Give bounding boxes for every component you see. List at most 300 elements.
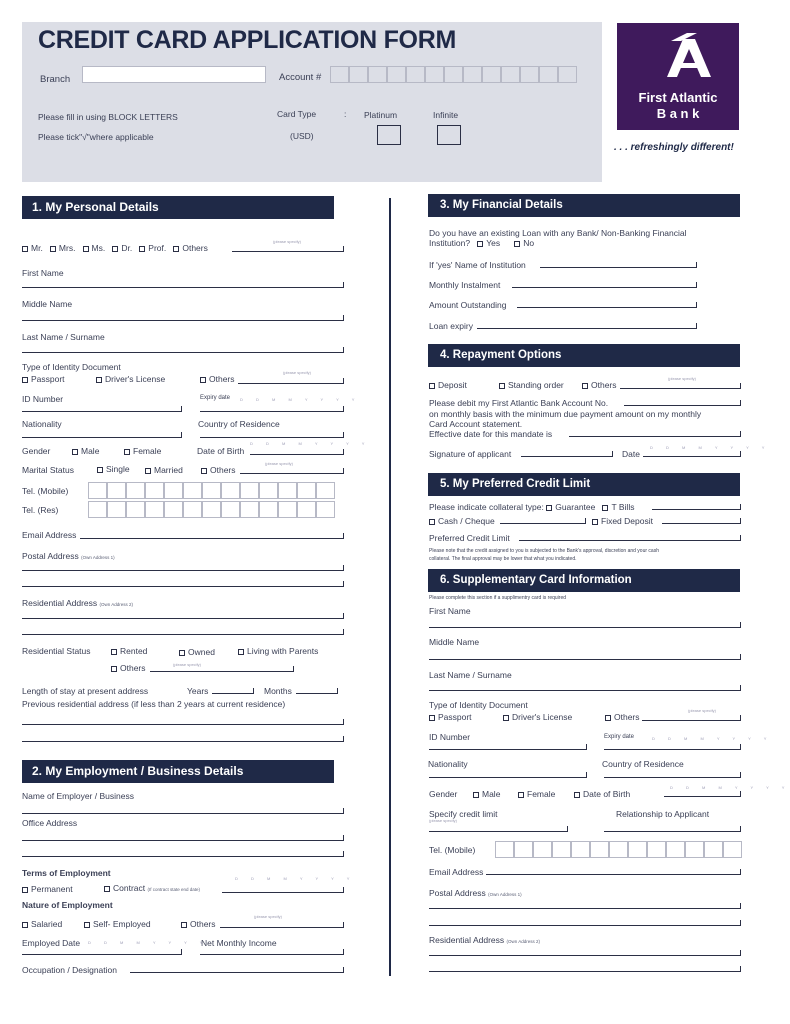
nature-others-option[interactable]: Others — [181, 919, 216, 929]
male-option[interactable]: Male — [72, 446, 99, 456]
rented-option[interactable]: Rented — [111, 646, 147, 656]
supp-email-label: Email Address — [429, 867, 484, 877]
contract-option[interactable]: Contract (If contract state end date) — [104, 883, 200, 893]
office-line-2[interactable] — [22, 856, 344, 857]
residential-line-1[interactable] — [22, 618, 344, 619]
line-end-tick — [343, 629, 344, 635]
supp-drivers-option[interactable]: Driver's License — [503, 712, 572, 722]
supp-id-number-line[interactable] — [429, 749, 587, 750]
single-checkbox[interactable] — [97, 467, 103, 473]
supp-tel-label: Tel. (Mobile) — [429, 845, 476, 855]
postal-line-2[interactable] — [22, 586, 344, 587]
form-title: CREDIT CARD APPLICATION FORM — [38, 26, 456, 54]
supp-dob-line[interactable] — [664, 796, 741, 797]
monthly-line[interactable] — [512, 287, 697, 288]
digit-box[interactable] — [88, 482, 107, 499]
supp-id-others-checkbox[interactable] — [605, 715, 611, 721]
expiry-line[interactable] — [200, 411, 344, 412]
marital-others-option[interactable]: Others — [201, 465, 236, 475]
supp-residential-hint: (Own Address 2) — [506, 939, 541, 944]
line-end-tick — [181, 406, 182, 412]
digit-box[interactable] — [126, 501, 145, 518]
married-option[interactable]: Married — [145, 465, 183, 475]
living-checkbox[interactable] — [238, 649, 244, 655]
female-option[interactable]: Female — [124, 446, 161, 456]
section-3-header: 3. My Financial Details — [428, 194, 740, 217]
title-others-line[interactable] — [232, 251, 344, 252]
cash-checkbox[interactable] — [429, 519, 435, 525]
residential-label: Residential Address (Own Address 2) — [22, 598, 134, 608]
line-end-tick — [253, 688, 254, 694]
contract-end-format: D D M M Y Y Y Y — [235, 876, 356, 881]
nature-others-hint: (please specify) — [254, 914, 283, 919]
line-end-tick — [343, 282, 344, 288]
line-end-tick — [343, 808, 344, 814]
others-checkbox[interactable] — [173, 246, 179, 252]
line-end-tick — [740, 950, 741, 956]
cash-line[interactable] — [500, 523, 586, 524]
nature-label: Nature of Employment — [22, 900, 113, 910]
months-line[interactable] — [296, 693, 338, 694]
line-end-tick — [740, 518, 741, 524]
line-end-tick — [343, 922, 344, 928]
date-label: Date — [622, 449, 640, 459]
guarantee-checkbox[interactable] — [546, 505, 552, 511]
email-label: Email Address — [22, 530, 77, 540]
debit-line-1: Please debit my First Atlantic Bank Account No. — [429, 398, 609, 408]
supp-postal-line-2[interactable] — [429, 925, 741, 926]
mrs-checkbox[interactable] — [50, 246, 56, 252]
employed-date-format: D D M M Y Y Y Y — [88, 940, 209, 945]
female-checkbox[interactable] — [124, 449, 130, 455]
res-others-line[interactable] — [150, 671, 294, 672]
employed-date-line[interactable] — [22, 954, 182, 955]
nationality-line[interactable] — [22, 437, 182, 438]
salaried-option[interactable]: Salaried — [22, 919, 62, 929]
gender-label: Gender — [22, 446, 51, 456]
dob-line[interactable] — [250, 454, 344, 455]
line-end-tick — [343, 533, 344, 539]
section-6-header: 6. Supplementary Card Information — [428, 569, 740, 592]
standing-option[interactable]: Standing order — [499, 380, 564, 390]
repay-others-hint: (please specify) — [668, 376, 697, 381]
digit-box[interactable] — [164, 482, 183, 499]
outstanding-label: Amount Outstanding — [429, 300, 507, 310]
res-others-option[interactable]: Others — [111, 663, 146, 673]
digit-box[interactable] — [202, 482, 221, 499]
branch-label: Branch — [40, 74, 71, 85]
digit-box[interactable] — [723, 841, 742, 858]
preferred-limit-label: Preferred Credit Limit — [429, 533, 510, 543]
digit-box[interactable] — [107, 501, 126, 518]
line-end-tick — [740, 383, 741, 389]
digit-box[interactable] — [316, 482, 335, 499]
line-end-tick — [567, 826, 568, 832]
owned-option[interactable]: Owned — [179, 647, 215, 657]
title-others-hint: (please specify) — [273, 239, 302, 244]
line-end-tick — [740, 966, 741, 972]
digit-box[interactable] — [278, 482, 297, 499]
line-end-tick — [343, 949, 344, 955]
middle-name-line[interactable] — [22, 320, 344, 321]
line-end-tick — [343, 406, 344, 412]
dr-checkbox[interactable] — [112, 246, 118, 252]
supp-residential-line-1[interactable] — [429, 955, 741, 956]
digit-box[interactable] — [183, 482, 202, 499]
id-others-checkbox[interactable] — [200, 377, 206, 383]
digit-box[interactable] — [463, 66, 482, 83]
ms-checkbox[interactable] — [83, 246, 89, 252]
male-checkbox[interactable] — [72, 449, 78, 455]
signature-line[interactable] — [521, 456, 613, 457]
digit-box[interactable] — [571, 841, 590, 858]
line-end-tick — [740, 772, 741, 778]
digit-box[interactable] — [406, 66, 425, 83]
digit-box[interactable] — [558, 66, 577, 83]
tbills-checkbox[interactable] — [602, 505, 608, 511]
office-line-1[interactable] — [22, 840, 344, 841]
date-line[interactable] — [643, 456, 741, 457]
digit-box[interactable] — [539, 66, 558, 83]
usd-label: (USD) — [290, 131, 314, 141]
id-others-line[interactable] — [238, 383, 344, 384]
nationality-label: Nationality — [22, 419, 62, 429]
fixed-deposit-line[interactable] — [662, 523, 741, 524]
supp-nationality-line[interactable] — [429, 777, 587, 778]
digit-box[interactable] — [552, 841, 571, 858]
supp-drivers-checkbox[interactable] — [503, 715, 509, 721]
line-end-tick — [696, 323, 697, 329]
account-number-boxes[interactable] — [330, 66, 577, 83]
res-status-label: Residential Status — [22, 646, 91, 656]
residential-hint: (Own Address 2) — [99, 602, 134, 607]
self-employed-option[interactable]: Self- Employed — [84, 919, 151, 929]
supp-id-others-line[interactable] — [642, 720, 741, 721]
last-name-line[interactable] — [22, 352, 344, 353]
digit-box[interactable] — [259, 501, 278, 518]
fixed-deposit-option[interactable]: Fixed Deposit — [592, 516, 653, 526]
digit-box[interactable] — [482, 66, 501, 83]
line-end-tick — [696, 262, 697, 268]
line-end-tick — [343, 565, 344, 571]
tel-mobile-label: Tel. (Mobile) — [22, 486, 69, 496]
digit-box[interactable] — [278, 501, 297, 518]
supp-credit-limit-label: Specify credit limit — [429, 809, 498, 819]
platinum-label: Platinum — [364, 110, 398, 120]
debit-line-2: on monthly basis with the minimum due payment amount on my monthly — [429, 409, 702, 419]
section-2-header: 2. My Employment / Business Details — [22, 760, 334, 783]
loan-expiry-label: Loan expiry — [429, 321, 473, 331]
res-others-checkbox[interactable] — [111, 666, 117, 672]
supp-middle-name-label: Middle Name — [429, 637, 480, 647]
supp-email-line[interactable] — [486, 874, 741, 875]
employer-label: Name of Employer / Business — [22, 791, 134, 801]
drivers-option[interactable]: Driver's License — [96, 374, 165, 384]
digit-box[interactable] — [183, 501, 202, 518]
contract-end-line[interactable] — [222, 892, 344, 893]
digit-box[interactable] — [259, 482, 278, 499]
supp-tel-boxes[interactable] — [495, 841, 742, 858]
digit-box[interactable] — [368, 66, 387, 83]
supp-middle-name-line[interactable] — [429, 659, 741, 660]
digit-box[interactable] — [145, 501, 164, 518]
supp-id-type-label: Type of Identity Document — [429, 700, 528, 710]
line-end-tick — [586, 744, 587, 750]
first-name-line[interactable] — [22, 287, 344, 288]
deposit-checkbox[interactable] — [429, 383, 435, 389]
middle-name-label: Middle Name — [22, 299, 73, 309]
postal-hint: (Own Address 1) — [81, 555, 115, 560]
tel-res-boxes[interactable] — [88, 501, 335, 518]
supp-nationality-label: Nationality — [428, 759, 468, 769]
digit-box[interactable] — [145, 482, 164, 499]
postal-line-1[interactable] — [22, 570, 344, 571]
line-end-tick — [343, 851, 344, 857]
line-end-tick — [740, 744, 741, 750]
digit-box[interactable] — [590, 841, 609, 858]
digit-box[interactable] — [533, 841, 552, 858]
years-label: Years — [187, 686, 209, 696]
digit-box[interactable] — [316, 501, 335, 518]
digit-box[interactable] — [202, 501, 221, 518]
digit-box[interactable] — [387, 66, 406, 83]
country-line[interactable] — [200, 437, 344, 438]
loan-no-checkbox[interactable] — [514, 241, 520, 247]
living-option[interactable]: Living with Parents — [238, 646, 318, 656]
line-end-tick — [343, 347, 344, 353]
supp-expiry-format: D D M M Y Y Y Y — [652, 736, 773, 741]
supp-dob-checkbox[interactable] — [574, 792, 580, 798]
bank-logo — [617, 23, 739, 130]
supp-id-others-option[interactable]: Others — [605, 712, 640, 722]
supp-gender-label: Gender — [429, 789, 458, 799]
line-end-tick — [740, 451, 741, 457]
digit-box[interactable] — [647, 841, 666, 858]
supp-female-option[interactable]: Female — [518, 789, 555, 799]
repay-others-option[interactable]: Others — [582, 380, 617, 390]
signature-label: Signature of applicant — [429, 449, 512, 459]
net-income-label: Net Monthly Income — [201, 938, 277, 948]
rented-checkbox[interactable] — [111, 649, 117, 655]
supp-male-option[interactable]: Male — [473, 789, 500, 799]
supp-credit-limit-line[interactable] — [429, 831, 568, 832]
instruction-tick: Please tick"√"where applicable — [38, 132, 154, 142]
supp-postal-line-1[interactable] — [429, 908, 741, 909]
preferred-limit-line[interactable] — [519, 540, 741, 541]
line-end-tick — [337, 688, 338, 694]
salaried-checkbox[interactable] — [22, 922, 28, 928]
previous-line-1[interactable] — [22, 724, 344, 725]
supp-expiry-line[interactable] — [604, 749, 741, 750]
postal-label: Postal Address (Own Address 1) — [22, 551, 115, 561]
line-end-tick — [343, 468, 344, 474]
supp-last-name-line[interactable] — [429, 690, 741, 691]
previous-line-2[interactable] — [22, 741, 344, 742]
email-line[interactable] — [80, 538, 344, 539]
digit-box[interactable] — [240, 482, 259, 499]
digit-box[interactable] — [628, 841, 647, 858]
line-end-tick — [740, 622, 741, 628]
loan-expiry-line[interactable] — [477, 328, 697, 329]
passport-option[interactable]: Passport — [22, 374, 65, 384]
country-label: Country of Residence — [198, 419, 280, 429]
dob-label: Date of Birth — [197, 446, 245, 456]
digit-box[interactable] — [685, 841, 704, 858]
office-label: Office Address — [22, 818, 78, 828]
supp-residential-line-2[interactable] — [429, 971, 741, 972]
marital-others-checkbox[interactable] — [201, 468, 207, 474]
digit-box[interactable] — [221, 501, 240, 518]
monthly-label: Monthly Instalment — [429, 280, 501, 290]
digit-box[interactable] — [609, 841, 628, 858]
institution-label: If 'yes' Name of Institution — [429, 260, 526, 270]
passport-checkbox[interactable] — [22, 377, 28, 383]
infinite-checkbox[interactable] — [437, 125, 461, 145]
digit-box[interactable] — [666, 841, 685, 858]
line-end-tick — [740, 654, 741, 660]
supp-first-name-line[interactable] — [429, 627, 741, 628]
tel-res-label: Tel. (Res) — [22, 505, 59, 515]
id-type-label: Type of Identity Document — [22, 362, 121, 372]
digit-box[interactable] — [520, 66, 539, 83]
line-end-tick — [181, 949, 182, 955]
bank-name-line2: B a n k — [656, 106, 700, 121]
section-4-header: 4. Repayment Options — [428, 344, 740, 367]
supp-dob-option[interactable]: Date of Birth — [574, 789, 630, 799]
line-end-tick — [612, 451, 613, 457]
permanent-option[interactable]: Permanent — [22, 884, 73, 894]
digit-box[interactable] — [297, 482, 316, 499]
line-end-tick — [343, 736, 344, 742]
collateral-label: Please indicate collateral type: Guarantee T Bills — [429, 502, 635, 512]
outstanding-line[interactable] — [517, 307, 697, 308]
digit-box[interactable] — [495, 841, 514, 858]
employer-line[interactable] — [22, 813, 344, 814]
drivers-checkbox[interactable] — [96, 377, 102, 383]
account-label: Account # — [279, 72, 322, 83]
years-line[interactable] — [212, 693, 254, 694]
line-end-tick — [181, 432, 182, 438]
loan-yes-checkbox[interactable] — [477, 241, 483, 247]
line-end-tick — [740, 431, 741, 437]
occupation-line[interactable] — [130, 972, 344, 973]
line-end-tick — [740, 685, 741, 691]
deposit-option[interactable]: Deposit — [429, 380, 467, 390]
limit-note-2: collateral. The final approval may be lower that what you indicated. — [429, 556, 577, 562]
nature-others-line[interactable] — [220, 927, 344, 928]
supp-first-name-label: First Name — [429, 606, 471, 616]
branch-field[interactable] — [82, 66, 266, 83]
digit-box[interactable] — [704, 841, 723, 858]
line-end-tick — [740, 920, 741, 926]
column-divider — [389, 198, 391, 976]
digit-box[interactable] — [330, 66, 349, 83]
prof-checkbox[interactable] — [139, 246, 145, 252]
digit-box[interactable] — [240, 501, 259, 518]
married-checkbox[interactable] — [145, 468, 151, 474]
months-label: Months — [264, 686, 292, 696]
line-end-tick — [696, 282, 697, 288]
supp-female-checkbox[interactable] — [518, 792, 524, 798]
account-no-line[interactable] — [624, 405, 741, 406]
standing-checkbox[interactable] — [499, 383, 505, 389]
supp-expiry-label: Expiry date — [604, 734, 635, 740]
card-type-label: Card Type — [277, 109, 317, 119]
repay-others-checkbox[interactable] — [582, 383, 588, 389]
supp-relationship-label: Relationship to Applicant — [616, 809, 710, 819]
supp-country-line[interactable] — [604, 777, 741, 778]
length-label: Length of stay at present address — [22, 686, 149, 696]
supp-credit-limit-hint: (please specify) — [429, 818, 458, 823]
line-end-tick — [343, 378, 344, 384]
permanent-checkbox[interactable] — [22, 887, 28, 893]
repay-others-line[interactable] — [620, 388, 741, 389]
mr-checkbox[interactable] — [22, 246, 28, 252]
institution-line[interactable] — [540, 267, 697, 268]
marital-others-hint: (please specify) — [265, 461, 294, 466]
digit-box[interactable] — [164, 501, 183, 518]
supp-male-checkbox[interactable] — [473, 792, 479, 798]
occupation-label: Occupation / Designation — [22, 965, 117, 975]
infinite-label: Infinite — [433, 110, 459, 120]
effective-line[interactable] — [569, 436, 741, 437]
id-number-line[interactable] — [22, 411, 182, 412]
net-income-line[interactable] — [200, 954, 344, 955]
digit-box[interactable] — [221, 482, 240, 499]
marital-others-line[interactable] — [240, 473, 344, 474]
supp-passport-checkbox[interactable] — [429, 715, 435, 721]
supp-relationship-line[interactable] — [604, 831, 741, 832]
digit-box[interactable] — [425, 66, 444, 83]
digit-box[interactable] — [297, 501, 316, 518]
section-1-header: 1. My Personal Details — [22, 196, 334, 219]
line-end-tick — [740, 826, 741, 832]
debit-line-3: Card Account statement. — [429, 419, 523, 429]
contract-checkbox[interactable] — [104, 886, 110, 892]
loan-question-1: Do you have an existing Loan with any Bank/ Non-Banking Financial — [429, 228, 687, 238]
cash-option[interactable]: Cash / Cheque — [429, 516, 495, 526]
first-name-label: First Name — [22, 268, 64, 278]
line-end-tick — [343, 719, 344, 725]
platinum-checkbox[interactable] — [377, 125, 401, 145]
owned-checkbox[interactable] — [179, 650, 185, 656]
digit-box[interactable] — [126, 482, 145, 499]
nature-others-checkbox[interactable] — [181, 922, 187, 928]
line-end-tick — [740, 504, 741, 510]
digit-box[interactable] — [107, 482, 126, 499]
supp-note: Please complete this section if a supplimentry card is required — [429, 595, 567, 601]
digit-box[interactable] — [444, 66, 463, 83]
tel-mobile-boxes[interactable] — [88, 482, 335, 499]
digit-box[interactable] — [88, 501, 107, 518]
digit-box[interactable] — [349, 66, 368, 83]
title-options[interactable]: Mr. Mrs. Ms. Dr. Prof. Others — [22, 243, 208, 253]
single-option[interactable]: Single — [97, 464, 130, 474]
line-end-tick — [343, 887, 344, 893]
digit-box[interactable] — [501, 66, 520, 83]
self-employed-checkbox[interactable] — [84, 922, 90, 928]
marital-label: Marital Status — [22, 465, 74, 475]
tbills-line[interactable] — [652, 509, 741, 510]
supp-postal-hint: (Own Address 1) — [488, 892, 522, 897]
line-end-tick — [343, 613, 344, 619]
digit-box[interactable] — [514, 841, 533, 858]
terms-label: Terms of Employment — [22, 868, 111, 878]
id-others-option[interactable]: Others — [200, 374, 235, 384]
supp-passport-option[interactable]: Passport — [429, 712, 472, 722]
residential-line-2[interactable] — [22, 634, 344, 635]
fixed-deposit-checkbox[interactable] — [592, 519, 598, 525]
